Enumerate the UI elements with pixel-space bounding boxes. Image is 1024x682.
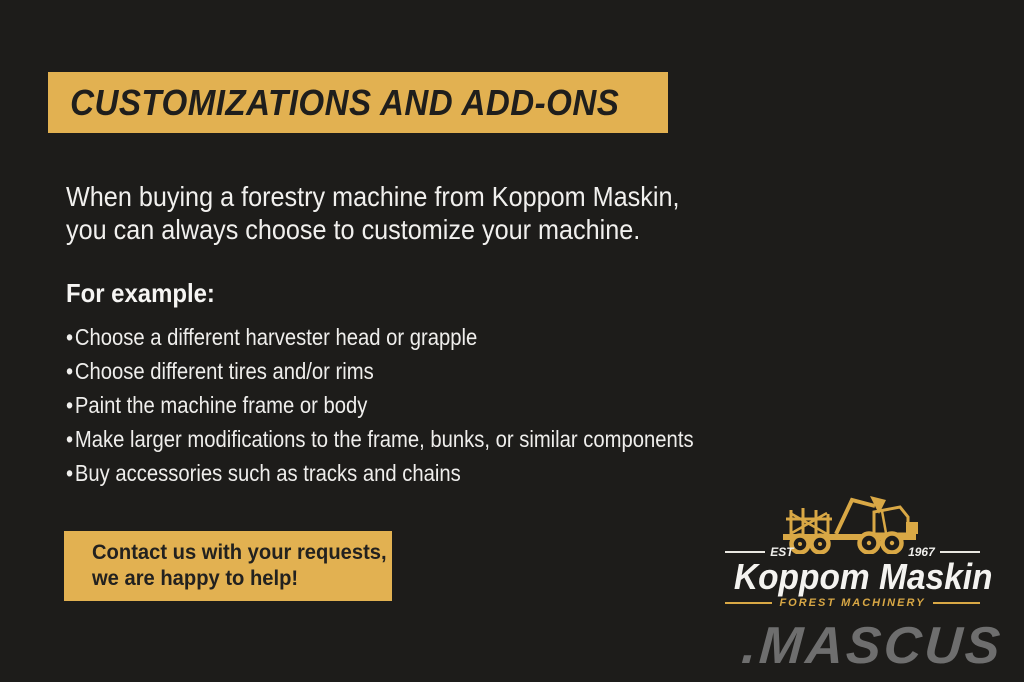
logo-subtitle-row bbox=[725, 597, 980, 609]
list-item bbox=[66, 388, 694, 422]
list-item-text: Make larger modifications to the frame, bunks, or similar components bbox=[74, 426, 694, 452]
list-item bbox=[66, 456, 694, 490]
logo-subtitle: FOREST MACHINERY bbox=[779, 597, 926, 609]
bullet-icon: • bbox=[66, 460, 74, 486]
koppom-maskin-logo bbox=[725, 496, 993, 609]
bullet-icon: • bbox=[66, 358, 74, 384]
contact-line-1: Contact us with your requests, bbox=[92, 541, 387, 564]
list-item-text: Paint the machine frame or body bbox=[74, 392, 368, 418]
divider-line bbox=[933, 602, 980, 604]
header-banner bbox=[48, 72, 668, 133]
bullet-icon: • bbox=[66, 392, 74, 418]
logo-est: EST bbox=[770, 545, 794, 559]
page-title: CUSTOMIZATIONS AND ADD-ONS bbox=[70, 81, 620, 123]
bullet-icon: • bbox=[66, 426, 74, 452]
mascus-watermark: .MASCUS bbox=[739, 617, 1005, 675]
contact-line-2: we are happy to help! bbox=[92, 567, 299, 590]
list-item bbox=[66, 320, 694, 354]
divider-line bbox=[725, 602, 772, 604]
logo-year: 1967 bbox=[908, 545, 935, 559]
examples-list bbox=[66, 320, 694, 490]
list-item-text: Choose different tires and/or rims bbox=[74, 358, 374, 384]
contact-banner bbox=[64, 531, 392, 601]
logo-name: Koppom Maskin bbox=[733, 556, 993, 597]
list-item bbox=[66, 422, 694, 456]
examples-heading: For example: bbox=[66, 278, 215, 308]
divider-line bbox=[940, 551, 980, 553]
bullet-icon: • bbox=[66, 324, 74, 350]
intro-line-1: When buying a forestry machine from Koppom Maskin, bbox=[66, 181, 680, 212]
list-item-text: Choose a different harvester head or grapple bbox=[74, 324, 478, 350]
list-item-text: Buy accessories such as tracks and chains bbox=[74, 460, 461, 486]
intro-line-2: you can always choose to customize your machine. bbox=[66, 214, 641, 245]
list-item bbox=[66, 354, 694, 388]
intro-paragraph bbox=[66, 180, 679, 246]
divider-line bbox=[725, 551, 765, 553]
